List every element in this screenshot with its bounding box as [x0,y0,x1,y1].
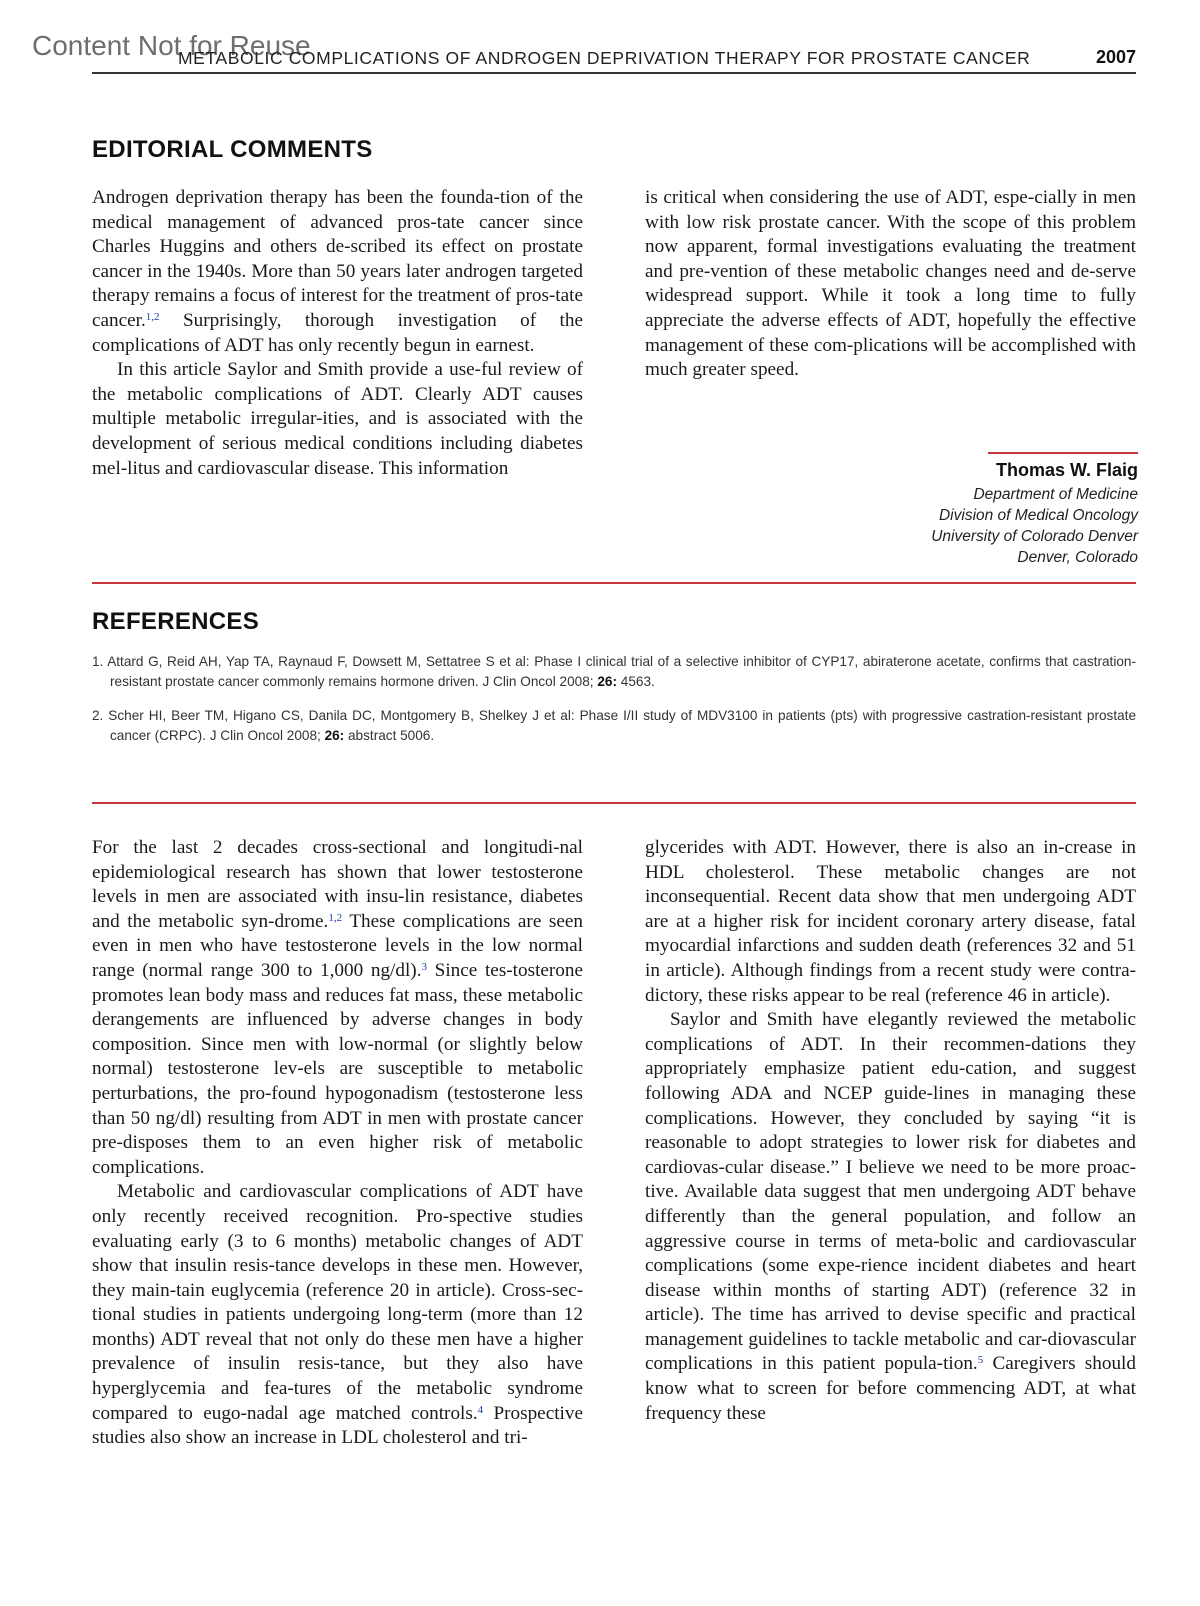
paragraph: is critical when considering the use of ADT, espe-cially in men with low risk prostate cancer. With the scope of this problem now apparent, formal investigations evaluating the treatment and pre-vention of these metabolic changes need and de-serve widespread support. While it took a long time to fully appreciate the adverse effects of ADT, hopefully the effective management of these com-plications will be accomplished with much greater speed. [645,187,1136,381]
text: 2. Scher HI, Beer TM, Higano CS, Danila DC, Montgomery B, Shelkey J et al: Phase I/II study of MDV3100 in patients (pts) with progressive castration-resistant prostate cancer (CRPC). J Clin Oncol 2008; [92,708,1136,743]
text: Surprisingly, thorough investigation of the complications of ADT has only recently begun in earnest. [92,309,583,356]
citation[interactable]: 3 [421,960,427,973]
text: Prospective studies also show an increase in LDL cholesterol and tri- [92,1402,583,1449]
citation[interactable]: 4 [477,1403,484,1416]
comment-left-column [92,836,583,1451]
text: 4563. [616,674,655,689]
volume: 26: [324,728,345,743]
editorial-right-column [645,186,1136,383]
text: abstract 5006. [344,728,435,743]
affiliation-line: University of Colorado Denver [931,528,1138,545]
section-divider [92,802,1136,804]
affiliation-line: Department of Medicine [973,486,1138,503]
reference-list [92,652,1136,760]
references-title: REFERENCES [92,608,260,635]
volume: 26: [597,674,617,689]
reference-item [92,652,1136,692]
author-name: Thomas W. Flaig [995,460,1138,480]
citation[interactable]: 1,2 [145,310,160,323]
paragraph: In this article Saylor and Smith provide a use-ful review of the metabolic complications of ADT. Clearly ADT causes multiple metabolic irregular-ities, and is associated with the development of serious medical conditions including diabetes mel-litus and cardiovascular disease. This information [92,359,583,479]
affiliation-line: Division of Medical Oncology [938,507,1138,524]
affiliation-line: Denver, Colorado [1017,549,1138,566]
paragraph [92,1180,583,1451]
paragraph [92,836,583,1180]
text: Metabolic and cardiovascular complications of ADT have only recently received recognition. Pro-spective studies evaluating early (3 to 6 months) metabolic changes of ADT show that insulin resis-tance develops in these men. However, they main-tain euglycemia (reference 20 in article). Cross-sec-tional studies in patients undergoing long-term (more than 12 months) ADT reveal that not only do these men have a higher prevalence of insulin resis-tance, but they also have hyperglycemia and fea-tures of the metabolic syndrome compared to eugo-nadal age matched controls. [92,1181,583,1424]
text: Since tes-tosterone promotes lean body mass and reduces fat mass, these metabolic derangements are influenced by adverse changes in body composition. Since men with low-normal (or slightly below normal) testosterone lev-els are susceptible to metabolic perturbations, the pro-found hypogonadism (testosterone less than 50 ng/dl) resulting from ADT in men with prostate cancer pre-disposes them to an even higher risk of metabolic complications. [92,959,584,1178]
paragraph [92,186,583,358]
citation[interactable]: 1,2 [328,911,343,924]
reference-item [92,706,1136,746]
section-divider [92,582,1136,584]
signature-block [931,460,1138,568]
running-header [92,46,1136,74]
running-title: METABOLIC COMPLICATIONS OF ANDROGEN DEPRIVATION THERAPY FOR PROSTATE CANCER [178,48,1031,68]
paragraph [645,1008,1136,1426]
citation[interactable]: 5 [977,1354,984,1367]
watermark: Content Not for Reuse [32,30,311,61]
editorial-title: EDITORIAL COMMENTS [92,136,373,163]
text: Androgen deprivation therapy has been the founda-tion of the medical management of advanced pros-tate cancer since Charles Huggins and others de-scribed its effect on prostate cancer in the 1940s. More than 50 years later androgen targeted therapy remains a focus of interest for the treatment of pros-tate cancer. [92,187,583,331]
paragraph: glycerides with ADT. However, there is also an in-crease in HDL cholesterol. These metabolic changes are not inconsequential. Recent data show that men undergoing ADT are at a higher risk for incident coronary artery disease, fatal myocardial infarctions and sudden death (references 32 and 51 in article). Although findings from a recent study were contra-dictory, these risks appear to be real (reference 46 in article). [645,837,1136,1006]
text: 1. Attard G, Reid AH, Yap TA, Raynaud F, Dowsett M, Settatree S et al: Phase I clinical trial of a selective inhibitor of CYP17, abiraterone acetate, confirms that castration-resistant prostate cancer commonly remains hormone driven. J Clin Oncol 2008; [92,654,1136,689]
text: These complications are seen even in men who have testosterone levels in the low normal range (normal range 300 to 1,000 ng/dl). [92,910,583,981]
signature-rule [988,452,1138,454]
comment-right-column [645,836,1136,1426]
text: Caregivers should know what to screen for before commencing ADT, at what frequency these [645,1353,1136,1424]
text: For the last 2 decades cross-sectional and longitudi-nal epidemiological research has shown that lower testosterone levels in men are associated with insu-lin resistance, diabetes and the metabolic syn-drome. [92,837,583,932]
text: Saylor and Smith have elegantly reviewed the metabolic complications of ADT. In their recommen-dations they appropriately emphasize patient edu-cation, and suggest following ADA and NCEP guide-lines in managing these complications. However, they concluded by saying “it is reasonable to adopt strategies to lower risk for diabetes and cardiovas-cular disease.” I believe we need to be more proac-tive. Available data suggest that men undergoing ADT behave differently than the general population, and follow an aggressive course in terms of meta-bolic and cardiovascular complications (some expe-rience incident diabetes and heart disease within months of starting ADT) (reference 32 in article). The time has arrived to devise specific and practical management guidelines to tackle metabolic and car-diovascular complications in this patient popula-tion. [645,1009,1136,1375]
editorial-left-column [92,186,583,481]
page-number: 2007 [1095,47,1136,67]
